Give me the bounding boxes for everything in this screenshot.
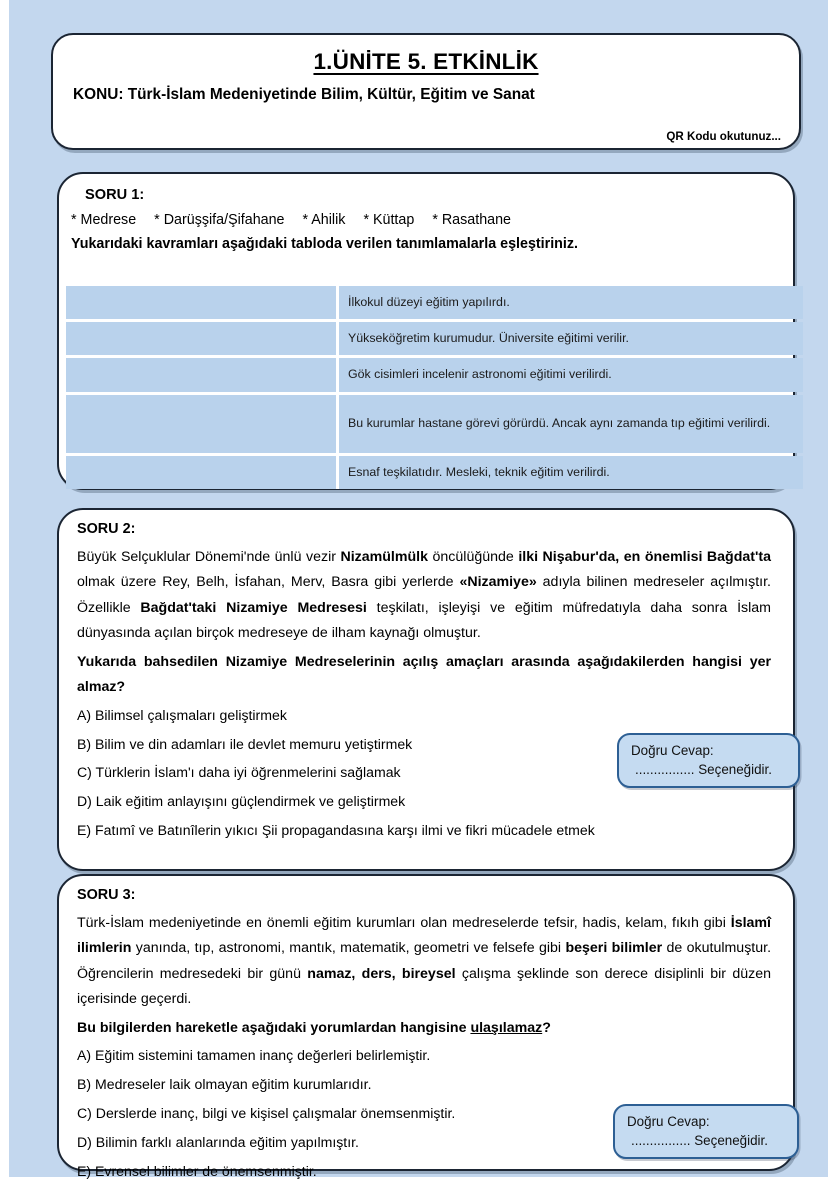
matching-answer-cell[interactable] <box>66 358 339 391</box>
question-1-term: * Darüşşifa/Şifahane <box>154 212 285 228</box>
question-2-prompt: Yukarıda bahsedilen Nizamiye Medreselerinin açılış amaçları arasında aşağıdakilerden hangisi yer almaz? <box>77 654 771 696</box>
table-row <box>66 322 803 355</box>
matching-table <box>66 283 803 492</box>
header-card <box>51 33 801 150</box>
matching-definition-cell: İlkokul düzeyi eğitim yapılırdı. <box>339 286 803 319</box>
question-3-option[interactable]: B) Medreseler laik olmayan eğitim kurumlarıdır. <box>77 1076 372 1093</box>
subject-line: KONU: Türk-İslam Medeniyetinde Bilim, Kültür, Eğitim ve Sanat <box>73 86 535 103</box>
matching-definition-cell: Gök cisimleri incelenir astronomi eğitimi verilirdi. <box>339 358 803 391</box>
worksheet-page <box>9 0 828 1177</box>
question-1-term: * Medrese <box>71 212 137 228</box>
matching-answer-cell[interactable] <box>66 456 339 489</box>
table-row <box>66 286 803 319</box>
table-row <box>66 358 803 391</box>
question-3-option[interactable]: A) Eğitim sistemini tamamen inanç değerleri belirlemiştir. <box>77 1047 431 1064</box>
question-1-term: * Rasathane <box>432 212 512 228</box>
question-1-label: SORU 1: <box>85 187 145 203</box>
table-row <box>66 395 803 453</box>
question-3-label: SORU 3: <box>77 887 136 903</box>
question-3-option[interactable]: D) Bilimin farklı alanlarında eğitim yapılmıştır. <box>77 1134 359 1151</box>
question-3-option[interactable]: C) Derslerde inanç, bilgi ve kişisel çalışmalar önemsenmiştir. <box>77 1105 456 1122</box>
answer-label: Doğru Cevap: <box>631 743 714 758</box>
question-2-option[interactable]: B) Bilim ve din adamları ile devlet memuru yetiştirmek <box>77 735 413 752</box>
question-2-option[interactable]: A) Bilimsel çalışmaları geliştirmek <box>77 706 287 723</box>
question-1-term: * Küttap <box>363 212 415 228</box>
question-3-answer-box[interactable] <box>613 1104 799 1159</box>
qr-code-note: QR Kodu okutunuz... <box>666 130 781 143</box>
question-2-label: SORU 2: <box>77 521 136 537</box>
question-2-answer-box[interactable] <box>617 733 800 788</box>
question-2-option[interactable]: E) Fatımî ve Batınîlerin yıkıcı Şii propagandasına karşı ilmi ve fikri mücadele etmek <box>77 822 595 839</box>
question-2-paragraph: Büyük Selçuklular Dönemi'nde ünlü vezir Nizamülmülk öncülüğünde ilki Nişabur'da, en önemlisi Bağdat'ta olmak üzere Rey, Belh, İsfahan, Merv, Basra gibi yerlerde «Nizamiye» adıyla bilinen medreseler açılmıştır. Özellikle Bağdat'taki Nizamiye Medresesi teşkilatı, işleyişi ve eğitim müfredatıyla daha sonra İslam dünyasında açılan birçok medreseye de ilham kaynağı olmuştur. <box>77 549 771 641</box>
matching-definition-cell: Bu kurumlar hastane görevi görürdü. Ancak aynı zamanda tıp eğitimi verilirdi. <box>339 395 803 453</box>
matching-answer-cell[interactable] <box>66 322 339 355</box>
question-1-term: * Ahilik <box>302 212 346 228</box>
page-title: 1.ÜNİTE 5. ETKİNLİK <box>313 49 539 74</box>
matching-answer-cell[interactable] <box>66 395 339 453</box>
matching-definition-cell: Yükseköğretim kurumudur. Üniversite eğitimi verilir. <box>339 322 803 355</box>
question-3-prompt: Bu bilgilerden hareketle aşağıdaki yorumlardan hangisine ulaşılamaz? <box>77 1020 551 1037</box>
question-2-option[interactable]: D) Laik eğitim anlayışını güçlendirmek ve geliştirmek <box>77 793 406 810</box>
table-row <box>66 456 803 489</box>
matching-table-body <box>66 286 803 489</box>
question-2-option[interactable]: C) Türklerin İslam'ı daha iyi öğrenmelerini sağlamak <box>77 764 401 781</box>
question-2-card <box>57 508 795 871</box>
answer-blank: ................ Seçeneğidir. <box>635 762 772 778</box>
question-1-terms <box>71 212 793 228</box>
question-1-instruction: Yukarıdaki kavramları aşağıdaki tabloda verilen tanımlamalarla eşleştiriniz. <box>71 236 578 252</box>
matching-definition-cell: Esnaf teşkilatıdır. Mesleki, teknik eğitim verilirdi. <box>339 456 803 489</box>
matching-answer-cell[interactable] <box>66 286 339 319</box>
answer-label: Doğru Cevap: <box>627 1114 710 1129</box>
answer-blank: ................ Seçeneğidir. <box>631 1133 768 1149</box>
question-3-option[interactable]: E) Evrensel bilimler de önemsenmiştir. <box>77 1162 317 1179</box>
question-3-paragraph: Türk-İslam medeniyetinde en önemli eğitim kurumları olan medreselerde tefsir, hadis, kelam, fıkıh gibi İslamî ilimlerin yanında, tıp, astronomi, mantık, matematik, geometri ve felsefe gibi beşeri bilimler de okutulmuştur. Öğrencilerin medresedeki bir günü namaz, ders, bireysel çalışma şeklinde son derece disiplinli bir düzen içerisinde geçerdi. <box>77 915 772 1007</box>
